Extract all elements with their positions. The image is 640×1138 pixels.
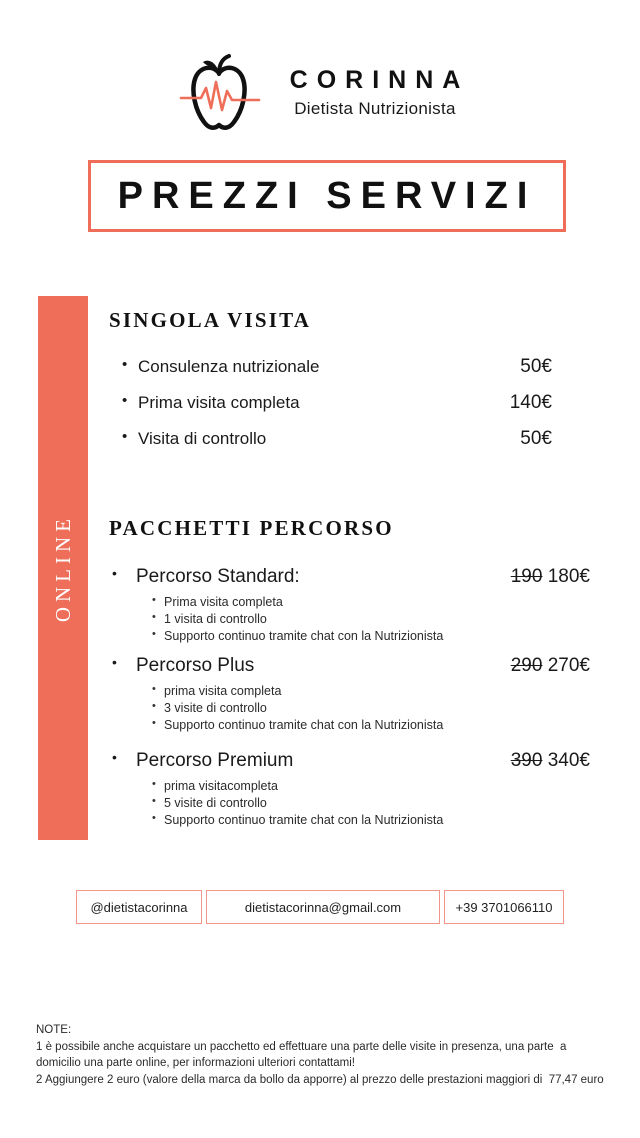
package-feature <box>152 594 590 611</box>
notes-block <box>36 1022 616 1088</box>
bullet-icon: • <box>152 628 156 640</box>
package-price <box>511 750 590 772</box>
online-label: ONLINE <box>50 513 75 623</box>
package-card <box>112 566 590 645</box>
service-price: 140€ <box>509 392 552 413</box>
package-feature-label: Prima visita completa <box>164 595 283 609</box>
package-header <box>112 566 590 588</box>
bullet-icon: • <box>122 356 128 373</box>
package-feature-list <box>112 778 590 829</box>
package-new-price: 340€ <box>547 750 590 771</box>
service-label: Visita di controllo <box>138 429 267 448</box>
package-old-price: 390 <box>510 750 543 771</box>
package-old-price: 190 <box>510 566 543 587</box>
contact-instagram-handle[interactable]: @dietistacorinna <box>76 890 202 924</box>
package-header <box>112 750 590 772</box>
service-row <box>122 428 552 450</box>
package-feature-list <box>112 683 590 734</box>
package-feature-label: Supporto continuo tramite chat con la Nutrizionista <box>164 629 444 643</box>
package-feature <box>152 700 590 717</box>
bullet-icon: • <box>152 812 156 824</box>
package-card <box>112 750 590 829</box>
brand-subtitle: Dietista Nutrizionista <box>294 99 456 119</box>
notes-line: 2 Aggiungere 2 euro (valore della marca da bollo da apporre) al prezzo delle prestazioni maggiori di 77,47 euro <box>36 1073 604 1086</box>
bullet-icon: • <box>152 611 156 623</box>
bullet-icon: • <box>122 392 128 409</box>
package-feature <box>152 812 590 829</box>
package-header <box>112 655 590 677</box>
package-card <box>112 655 590 734</box>
notes-line: 1 è possibile anche acquistare un pacchetto ed effettuare una parte delle visite in presenza, una parte a <box>36 1040 567 1053</box>
package-feature-label: 3 visite di controllo <box>164 701 267 715</box>
brand-name: CORINNA <box>289 65 470 94</box>
contact-email-address[interactable]: dietistacorinna@gmail.com <box>206 890 440 924</box>
package-price <box>511 566 590 588</box>
notes-heading: NOTE: <box>36 1024 72 1036</box>
contact-row <box>76 890 564 924</box>
package-new-price: 270€ <box>547 655 590 676</box>
service-label: Consulenza nutrizionale <box>138 357 320 376</box>
bullet-icon: • <box>152 717 156 729</box>
service-row <box>122 356 552 378</box>
package-price <box>511 655 590 677</box>
package-feature-list <box>112 594 590 645</box>
notes-line: domicilio una parte online, per informazioni ulteriori contattami! <box>36 1057 355 1069</box>
package-title: Percorso Plus <box>136 655 255 676</box>
package-new-price: 180€ <box>547 566 590 587</box>
service-label: Prima visita completa <box>138 393 300 412</box>
contact-phone-number[interactable]: +39 3701066110 <box>444 890 564 924</box>
bullet-icon: • <box>152 700 156 712</box>
package-feature-label: prima visita completa <box>164 684 282 698</box>
package-feature <box>152 611 590 628</box>
bullet-icon: • <box>152 778 156 790</box>
page-title: PREZZI SERVIZI <box>117 174 537 217</box>
section-heading-singola-visita: SINGOLA VISITA <box>109 308 312 332</box>
package-feature-label: prima visitacompleta <box>164 779 278 793</box>
bullet-icon: • <box>152 594 156 606</box>
package-feature <box>152 795 590 812</box>
package-feature-label: Supporto continuo tramite chat con la Nutrizionista <box>164 813 444 827</box>
package-feature-label: Supporto continuo tramite chat con la Nutrizionista <box>164 718 444 732</box>
service-price: 50€ <box>520 356 552 377</box>
service-price: 50€ <box>520 428 552 449</box>
bullet-icon: • <box>112 565 117 581</box>
package-feature-label: 5 visite di controllo <box>164 796 267 810</box>
package-old-price: 290 <box>510 655 543 676</box>
bullet-icon: • <box>112 749 117 765</box>
bullet-icon: • <box>112 654 117 670</box>
package-title: Percorso Standard: <box>136 566 300 587</box>
package-feature <box>152 628 590 645</box>
service-row <box>122 392 552 414</box>
package-feature <box>152 778 590 795</box>
bullet-icon: • <box>152 683 156 695</box>
package-feature-label: 1 visita di controllo <box>164 612 267 626</box>
bullet-icon: • <box>122 428 128 445</box>
package-feature <box>152 717 590 734</box>
package-title: Percorso Premium <box>136 750 294 771</box>
section-heading-pacchetti-percorso: PACCHETTI PERCORSO <box>109 516 394 540</box>
bullet-icon: • <box>152 795 156 807</box>
package-feature <box>152 683 590 700</box>
